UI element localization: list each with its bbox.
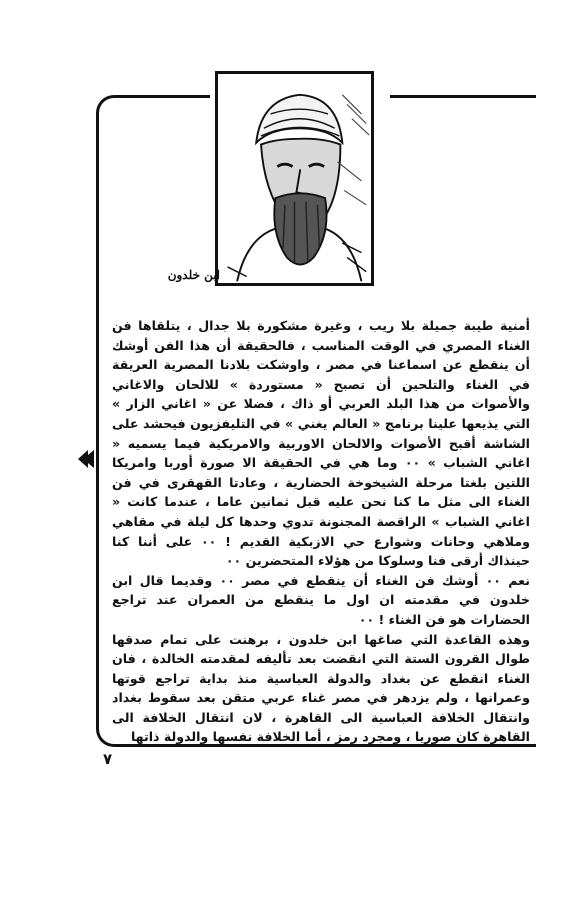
paragraph-2: نعم ٠٠ أوشك فن الغناء أن ينقطع في مصر ٠٠ وقديما قال ابن خلدون في مقدمته ان اول ما ينقطع من العمران عند تراجع الحضارات هو فن الغناء ! ٠٠	[112, 572, 530, 627]
body-text	[112, 316, 530, 747]
portrait-caption: ابن خلدون	[167, 268, 220, 282]
paragraph-3: وهذه القاعدة التي صاغها ابن خلدون ، برهنت على تمام صدقها طوال القرون الستة التي انقضت بعد تأليفه لمقدمته الخالدة ، فان الغناء انقطع عن بغداد والدولة العباسية منذ بداية تراجع قوتها وعمرانها ، ولم يزدهر في مصر غناء عربي متقن بعد سقوط بغداد وانتقال الخلافة العباسية الى القاهرة ، لان انتقال الخلافة الى القاهرة كان صوريا ، ومجرد رمز ، أما الخلافة نفسها والدولة ذاتها	[112, 631, 530, 745]
portrait-illustration	[215, 71, 374, 286]
left-arrow-marker-icon	[74, 447, 98, 471]
paragraph-1: أمنية طيبة جميلة بلا ريب ، وغيرة مشكورة بلا جدال ، يتلقاها فن الغناء المصري في الوقت المناسب ، فالحقيقة أن هذا الفن أوشك أن ينقطع عن اسماعنا في مصر ، واوشكت بلادنا المصرية العريقة في الغناء والتلحين أن تصبح « مستوردة » للالحان والاغاني والأصوات من هذا البلد العربي أو ذاك ، فضلا عن « اغاني الزار » التي يذيعها علينا برنامج « العالم يغني » في التليفزيون فيحشد على الشاشة أقبح الأصوات والالحان الاوربية والامريكية فيما يسميه « اغاني الشباب » ٠٠ وما هي في الحقيقة الا صورة أوربا وامريكا اللتين بلغتا مرحلة الشيخوخة الحضارية ، وعادتا القهقرى في فن الغناء الى مثل ما كنا نحن عليه قبل ثمانين عاما ، عندما كانت « اغاني الشباب » الراقصة المجنونة تدوي وحدها كل ليلة في مقاهي وملاهي وحانات وشوارع حي الازبكية القديم ! ٠٠ على أننا كنا حينذاك أرقى فنا وسلوكا من هؤلاء المتحضرين ٠٠	[112, 318, 530, 569]
portrait-sketch-icon	[218, 74, 371, 283]
page-number: ٧	[103, 750, 113, 768]
